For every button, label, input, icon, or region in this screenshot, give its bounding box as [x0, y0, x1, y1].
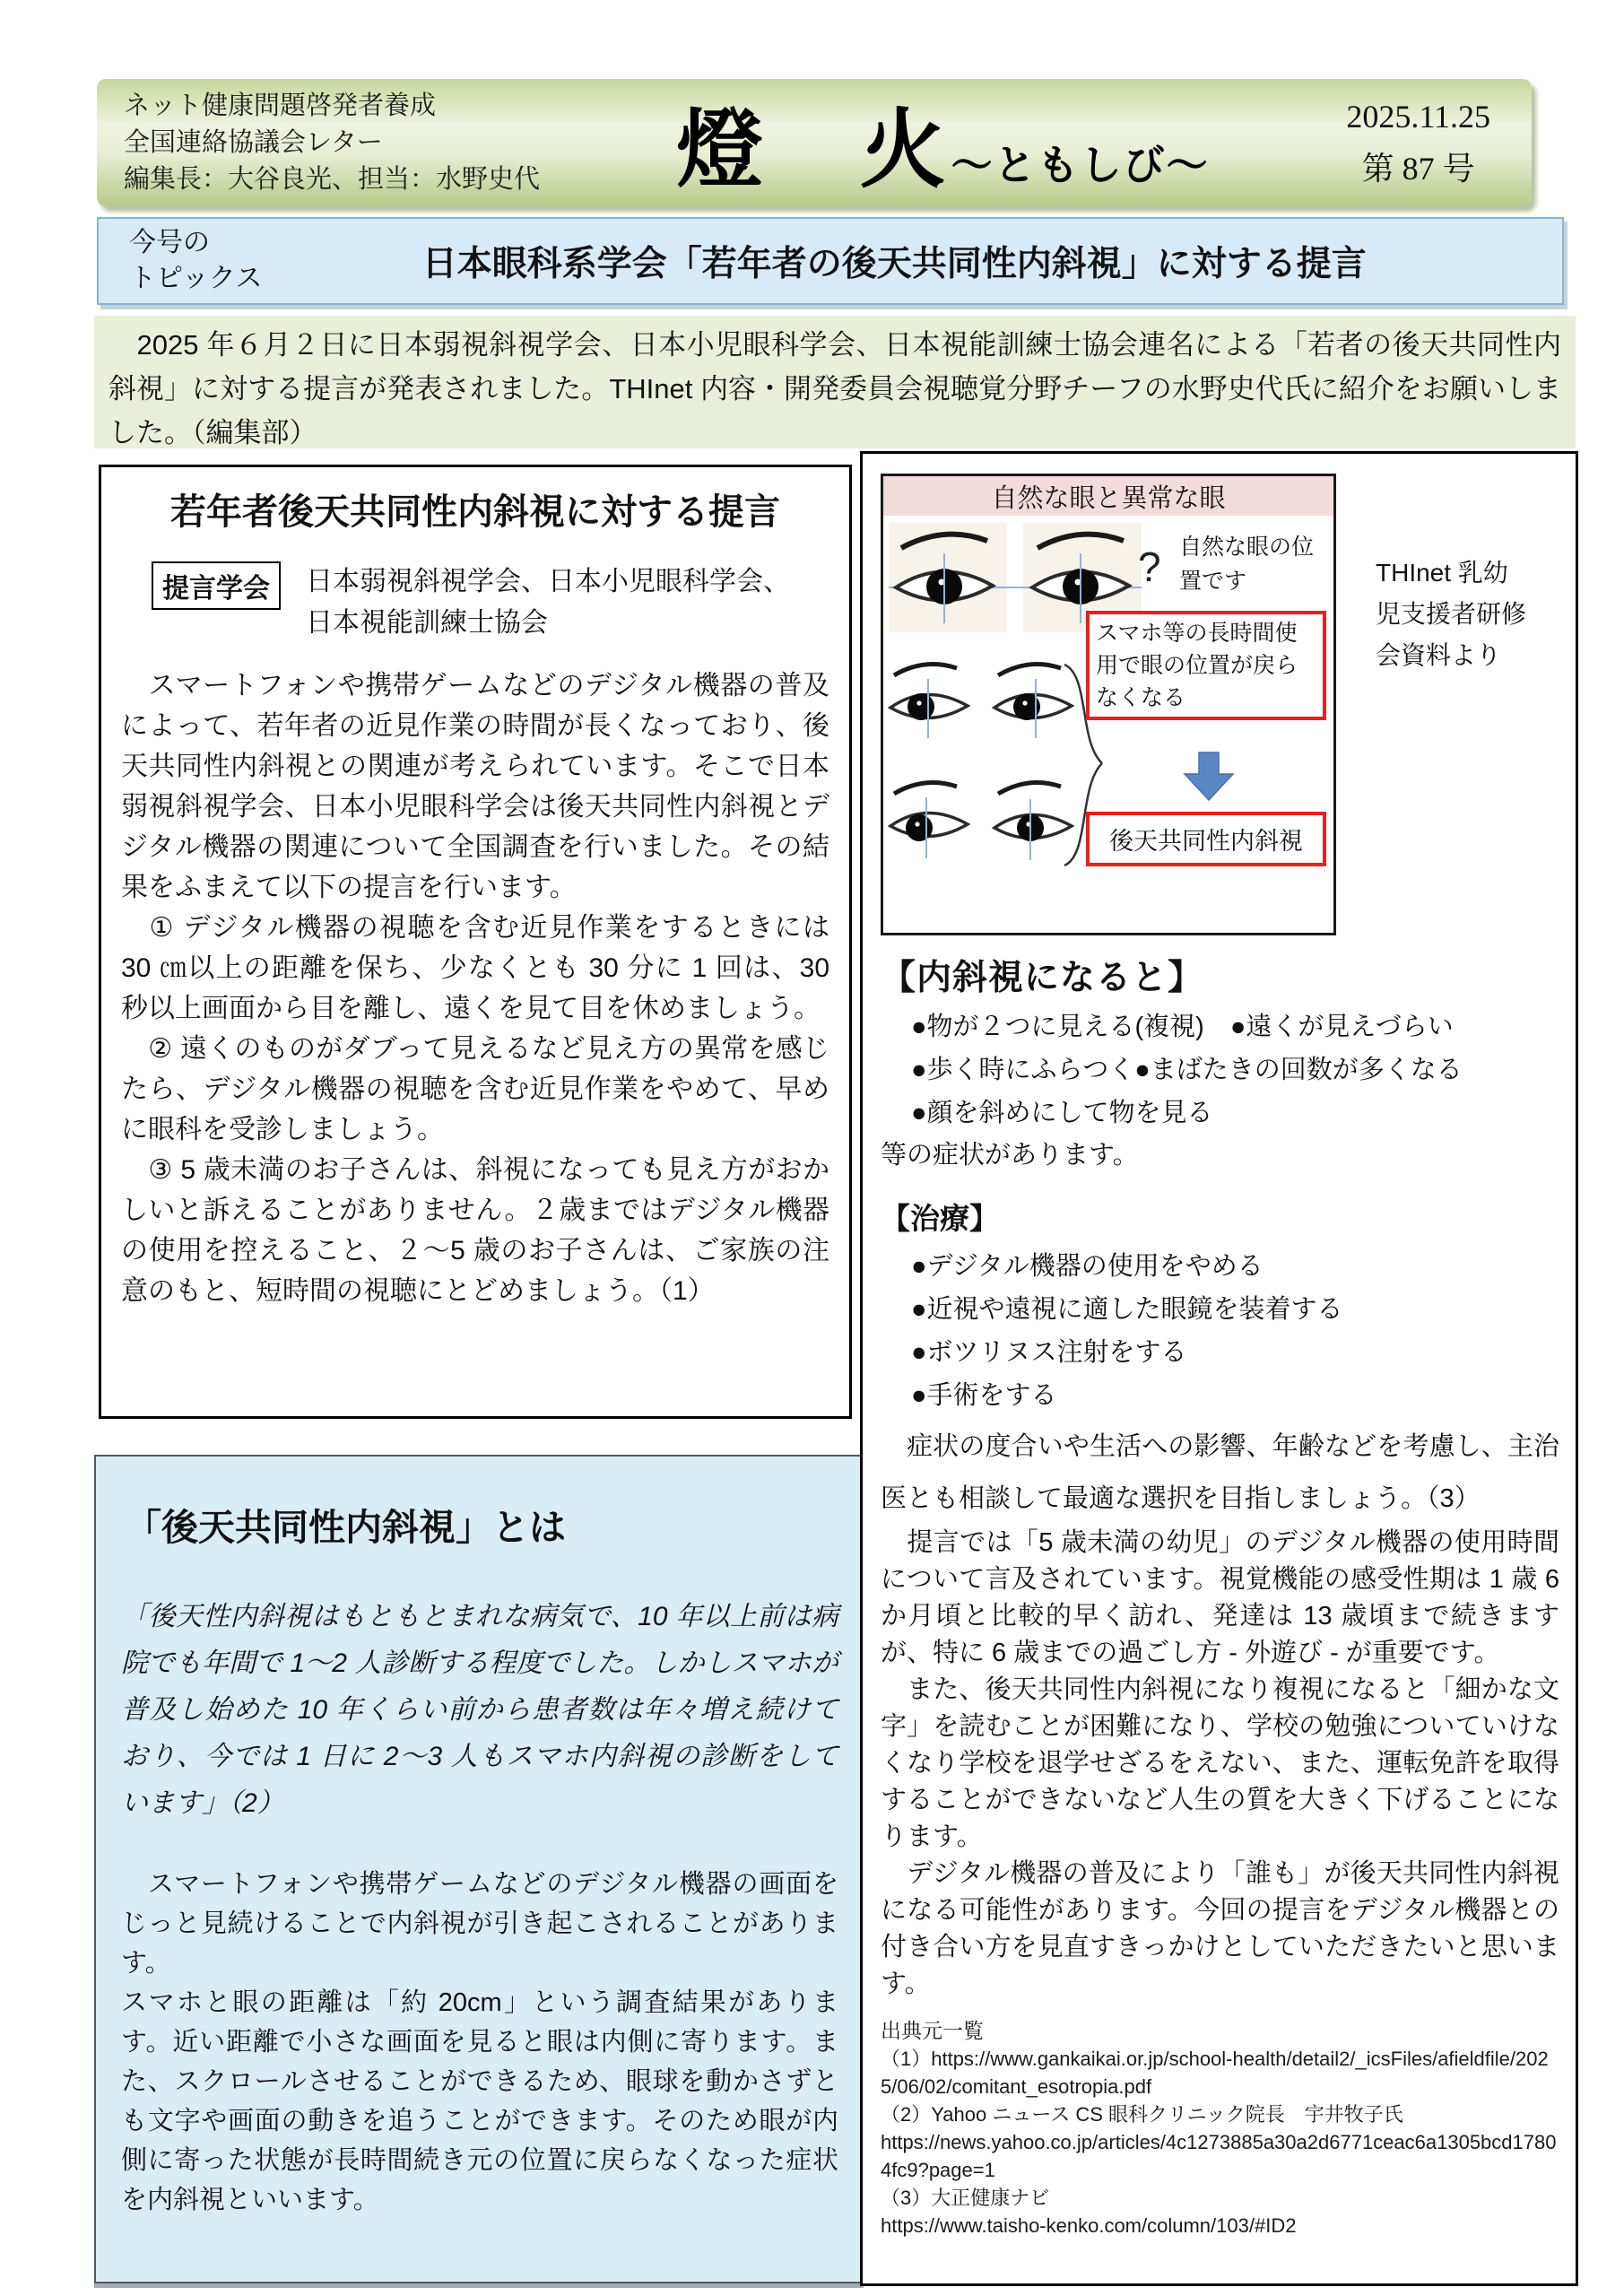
societies-names — [306, 561, 790, 644]
figure-credit-line3: 会資料より — [1376, 641, 1502, 669]
definition-para-2: スマホと眼の距離は「約 20cm」という調査結果があります。近い距離で小さな画面を見ると眼は内側に寄ります。また、スクロールさせることができるため、眼球を動かさずとも文字や画面の動きを追うことができます。そのため眼が内側に寄った状態が長時間続き元の位置に戻らなくなった症状を内斜視といいます。 — [121, 1988, 838, 2214]
proposal-title: 若年者後天共同性内斜視に対する提言 — [170, 492, 780, 532]
figure-row — [881, 474, 1559, 935]
figure-credit-line2: 児支援者研修 — [1376, 600, 1527, 628]
societies-line1: 日本弱視斜視学会、日本小児眼科学会、 — [306, 567, 790, 596]
societies-line2: 日本視能訓練士協会 — [306, 608, 548, 638]
source-item-1: （1）https://www.gankaikai.or.jp/school-health/detail2/_icsFiles/afieldfile/2025/06/02/comitant_esotropia.pdf — [881, 2048, 1549, 2098]
treatment-para-1: 症状の度合いや生活への影響、年齢などを考慮し、主治医とも相談して最適な選択を目指しましょう。（3） — [881, 1432, 1559, 1513]
figure-title: 自然な眼と異常な眼 — [883, 476, 1333, 516]
symptom-bullet-1: ●物が２つに見える(複視) ●遠くが見えづらい — [911, 1013, 1454, 1041]
intro-paragraph: 2025 年６月２日に日本弱視斜視学会、日本小児眼科学会、日本視能訓練士協会連名による「若者の後天共同性内斜視」に対する提言が発表されました。THInet 内容・開発委員会視聴覚分野チーフの水野史代氏に紹介をお願いしました。（編集部） — [94, 316, 1576, 448]
issue-number: 第 87 号 — [1361, 151, 1475, 187]
organization-block — [124, 88, 540, 198]
result-callout-box: 後天共同性内斜視 — [1086, 812, 1326, 866]
definition-box — [94, 1455, 864, 2283]
title-main: 燈 火 — [676, 98, 951, 200]
topic-label-line1: 今号の — [129, 228, 210, 257]
definition-para-1: スマートフォンや携帯ゲームなどのデジタル機器の画面をじっと見続けることで内斜視が引き起こされることがあります。 — [121, 1870, 838, 1978]
topic-band — [97, 217, 1564, 305]
sources-list — [881, 2017, 1559, 2239]
title-sub: ～ともしび～ — [951, 140, 1210, 189]
symptoms-note: 等の症状があります。 — [881, 1141, 1139, 1170]
down-arrow-icon — [1183, 751, 1235, 803]
issue-date: 2025.11.25 — [1346, 99, 1490, 135]
question-mark: ? — [1138, 544, 1161, 590]
issue-block — [1346, 91, 1490, 195]
topic-title: 日本眼科系学会「若年者の後天共同性内斜視」に対する提言 — [421, 245, 1367, 283]
treatment-para-4: デジタル機器の普及により「誰も」が後天共同性内斜視になる可能性があります。今回の提言をデジタル機器との付き合い方を見直すきっかけとしていただきたいと思います。 — [881, 1859, 1559, 1998]
proposal-item-1: ① デジタル機器の視聴を含む近見作業をするときには 30 ㎝以上の距離を保ち、少なくとも 30 分に 1 回は、30 秒以上画面から目を離し、遠くを見て目を休めましょう。 — [121, 913, 838, 1023]
cause-callout-box: スマホ等の長時間使用で眼の位置が戻らなくなる — [1086, 611, 1326, 720]
symptoms-heading: 【内斜視になると】 — [881, 959, 1204, 997]
normal-eye-label: 自然な眼の位置です — [1179, 535, 1315, 594]
symptom-bullet-2: ●歩く時にふらつく●まばたきの回数が多くなる — [911, 1056, 1463, 1084]
esotropia-eyes-illustration-2 — [887, 776, 1081, 869]
org-line3: 編集長：大谷良光、担当：水野史代 — [124, 164, 541, 194]
proposal-item-3: ③ 5 歳未満のお子さんは、斜視になっても見え方がおかしいと訴えることがありません。２歳まではデジタル機器の使用を控えること、２～5 歳のお子さんは、ご家族の注意のもと、短時間の視聴にとどめましょう。（1） — [121, 1155, 829, 1306]
treatment-para-2: 提言では「5 歳未満の幼児」のデジタル機器の使用時間について言及されています。視覚機能の感受性期は 1 歳 6 か月頃と比較的早く訪れ、発達は 13 歳頃まで続きますが、特に 6 歳までの過ごし方 - 外遊び - が重要です。 — [881, 1528, 1568, 1667]
newsletter-header — [97, 79, 1532, 206]
topic-label-line2: トピックス — [129, 264, 263, 293]
org-line2: 全国連絡協議会レター — [124, 127, 383, 157]
right-column-box — [860, 451, 1578, 2286]
figure-body — [883, 516, 1333, 933]
source-item-3: （3）大正健康ナビ — [881, 2187, 1050, 2209]
source-item-2: （2）Yahoo ニュース CS 眼科クリニック院長 宇井牧子氏 — [881, 2103, 1403, 2126]
treatment-bullet-3: ●ボツリヌス注射をする — [911, 1338, 1187, 1367]
source-item-2-url: https://news.yahoo.co.jp/articles/4c1273885a30a2d6771ceac6a1305bcd17804fc9?page=1 — [881, 2131, 1557, 2181]
treatment-bullet-1: ●デジタル機器の使用をやめる — [911, 1252, 1264, 1281]
topic-label — [129, 225, 263, 297]
proposal-item-2: ② 遠くのものがダブって見えるなど見え方の異常を感じたら、デジタル機器の視聴を含む近見作業をやめて、早めに眼科を受診しましょう。 — [121, 1034, 829, 1144]
figure-credit-line1: THInet 乳幼 — [1376, 559, 1508, 587]
treatment-bullet-4: ●手術をする — [911, 1381, 1057, 1410]
figure-credit — [1376, 552, 1526, 935]
symptom-bullet-3: ●顔を斜めにして物を見る — [911, 1099, 1213, 1127]
definition-title: 「後天共同性内斜視」とは — [125, 1507, 566, 1548]
sources-heading: 出典元一覧 — [881, 2019, 984, 2042]
proposal-paragraph: スマートフォンや携帯ゲームなどのデジタル機器の普及によって、若年者の近見作業の時間が長くなっており、後天共同性内斜視との関連が考えられています。そこで日本弱視斜視学会、日本小児眼科学会は後天共同性内斜視とデジタル機器の関連について全国調査を行いました。その結果をふまえて以下の提言を行います。 — [121, 671, 829, 902]
org-line1: ネット健康問題啓発者養成 — [124, 91, 437, 120]
treatment-para-3: また、後天共同性内斜視になり複視になると「細かな文字」を読むことが困難になり、学校の勉強についていけなくなり学校を退学せざるをえない、また、運転免許を取得することができないなど人生の質を大きく下げることになります。 — [881, 1675, 1559, 1851]
treatment-heading: 【治療】 — [881, 1202, 999, 1235]
treatment-bullet-2: ●近視や遠視に適した眼鏡を装着する — [911, 1295, 1343, 1324]
proposal-box — [99, 465, 852, 1419]
source-item-3-url: https://www.taisho-kenko.com/column/103/#ID2 — [881, 2214, 1297, 2237]
societies-label: 提言学会 — [152, 561, 281, 610]
newsletter-title — [540, 82, 1346, 204]
doctor-quote: 「後天性内斜視はもともとまれな病気で、10 年以上前は病院でも年間で 1～2 人診断する程度でした。しかしスマホが普及し始めた 10 年くらい前から患者数は年々増え続けており、今では 1 日に 2～3 人もスマホ内斜視の診断をしています」（2） — [121, 1602, 838, 1818]
societies-row — [152, 561, 829, 644]
esotropia-eyes-illustration-1 — [887, 657, 1081, 751]
eye-diagram-figure — [881, 474, 1336, 935]
